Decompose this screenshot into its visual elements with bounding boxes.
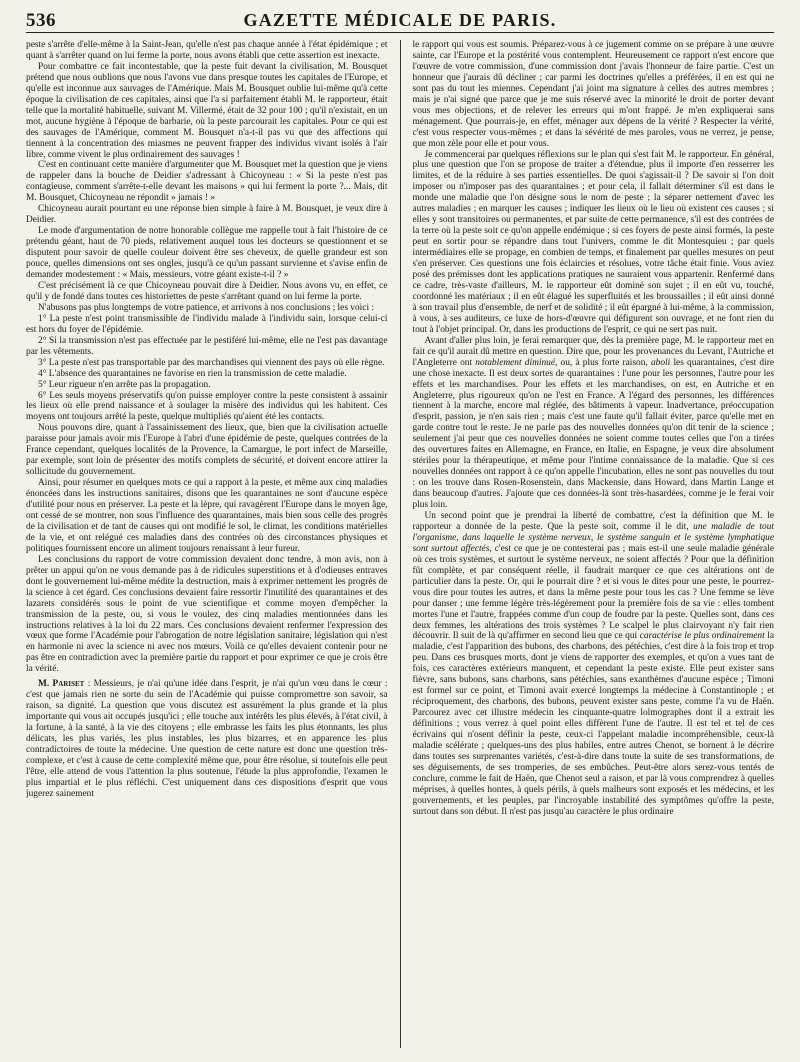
paragraph: C'est précisément là ce que Chicoyneau pouvait dire à Deidier. Nous avons vu, en effet, ce qu'il y de fondé dans toutes ces historiettes de peste s'arrêtant quand on lui ferme la porte.	[26, 280, 388, 302]
conclusion-item: 4° L'absence des quarantaines ne favorise en rien la transmission de cette maladie.	[38, 368, 347, 379]
conclusion-item: 6° Les seuls moyens préservatifs qu'on puisse employer contre la peste consistent à assainir les lieux où elle prend naissance et à soulager la misère des individus qui les habitent. Ces moyens ont toujours arrêté la peste, quelque multipliés qu'aient été les contacts.	[26, 390, 388, 423]
italic-run: une maladie de tout l'organisme, dans laquelle le système nerveux, le système sanguin et le système lymphatique sont surtout affectés	[412, 521, 774, 554]
paragraph: Les conclusions du rapport de votre commission devaient donc tendre, à mon avis, non à prêter un appui qu'on ne vous demande pas à de ridicules superstitions et à d'odieuses entraves dont le gouvernement lui-même médite la destruction, mais à exprimer nettement les progrès de la science à cet égard. Ces conclusions devaient faire ressortir l'inutilité des quarantaines et des lazarets considérés sous le point de vue scientifique et comme moyen d'empêcher la transmission de la peste, ou, si vous le voulez, des cinq maladies mentionnées dans les instructions relatives à la loi du 22 mars. Ces conclusions devaient renfermer l'expression des vœux que forme l'Académie pour l'abrogation de notre législation sanitaire, législation qui n'est en harmonie ni avec la science ni avec nos mœurs. Voilà ce qu'elles devaient contenir pour ne pas être en contradiction avec la première partie du rapport et pour exprimer ce que je crois être la vérité.	[26, 554, 388, 675]
conclusion-item: 2° Si la transmission n'est pas effectuée par le pestiféré lui-même, elle ne l'est pas davantage par les vêtements.	[26, 335, 388, 357]
left-column	[26, 40, 388, 1048]
paragraph: peste s'arrête d'elle-même à la Saint-Jean, qu'elle n'est pas chaque année à l'état épidémique ; et quant à s'arrêter quand on lui ferme la porte, nous avons établi que cette assertion est inexacte.	[26, 40, 388, 61]
paragraph: Le mode d'argumentation de notre honorable collègue me rappelle tout à fait l'histoire de ce prétendu géant, haut de 70 pieds, relativement auquel tous les docteurs se questionnent et se disputent pour savoir de quelle couleur doivent être ses cheveux, de quelle grandeur est son pouce, quelles dimensions ont ses ongles, jusqu'à ce qu'un passant survienne et s'avise enfin de demander modestement : « Mais, messieurs, votre géant existe-t-il ? »	[26, 226, 388, 281]
text-run: , ou, à plus forte raison,	[555, 357, 651, 368]
journal-title: GAZETTE MÉDICALE DE PARIS.	[243, 10, 557, 30]
speech-text: : Messieurs, je n'ai qu'une idée dans l'esprit, je n'ai qu'un vœu dans le cœur : c'est que jamais rien ne sorte du sein de l'Académie qui puisse compromettre son savoir, sa raison, sa dignité. La question que vous discutez est assurément la plus grande et la plus importante qui vous ait occupés jusqu'ici ; elle touche aux intérêts les plus élevés, à l'état civil, à la fortune, à la santé, à la vie des citoyens ; elle embrasse les faits les plus étonnants, les plus délicats, les plus variés, les plus instables, les plus bizarres, et en apparence les plus contradictoires de toute la médecine. Une question de cette nature est donc une question très-complexe, et c'est à cause de cette complexité même que, pour être résolue, si toutefois elle peut l'être, elle attend de vous l'attention la plus soutenue, l'étude la plus approfondie, l'examen le plus impartial et le plus réfléchi. C'est uniquement dans ces dispositions d'esprit que vous jugerez sainement	[26, 679, 388, 799]
paragraph: C'est en continuant cette manière d'argumenter que M. Bousquet met la question que je viens de rappeler dans la bouche de Deidier s'adressant à Chicoyneau : « Si la peste n'est pas contagieuse, comment s'arrête-t-elle devant les maisons » qui lui ferment la porte ?... Mais, dit M. Bousquet, Chicoyneau ne répondit » jamais ! »	[26, 160, 388, 204]
text-run: , c'est ce que je ne contesterai pas ; mais est-il une seule maladie générale où ces trois systèmes, et surtout le système nerveux, ne soient affectés ? Pour que la définition fût complète, et par conséquent réelle, il faudrait marquer ce que ces altérations ont de particulier dans la peste. Or, qui le pourrait dire ? et si vous le dites pour une peste, le pourrez-vous dire pour toutes les autres, et dans la même peste pour tous les cas ? Une femme se lève pour danser ; une femme légère très-légèrement pour la première fois de sa vie : elles tombent mortes l'une et l'autre, frappées comme d'un coup de foudre par la peste. Quelles sont, dans ces deux femmes, les altérations des trois systèmes ? Le scalpel le plus clairvoyant n'y fait rien découvrir. Il suit de là qu'affirmer en second lieu que ce qui	[412, 543, 774, 642]
text-run: la maladie, c'est l'apparition des bubons, des charbons, des pétéchies, c'est dire à la fois trop et trop peu. Dans ces brusques morts, dont je viens de rapporter des exemples, et qu'on a vues tant de fois, ces caractères extérieurs manquent, et cependant la peste existe. Elle peut exister sans fièvre, sans bubons, sans charbons, sans pétéchies, sans exanthèmes d'aucune espèce ; Timoni est formel sur ce point, et Timoni avait exercé longtemps la médecine à Constantinople ; et réciproquement, des charbons, des bubons, peuvent exister sans peste, comme l'a vu de Haën. Parcourez avec cet illustre médecin les cinquante-quatre lolmographes dont il a extrait les définitions ; vous verrez à quel point elles diffèrent l'une de l'autre. Il est tel et tel de ces écrivains qui n'osent définir la peste, ceux-ci l'appelant maladie incompréhensible, ceux-là maladie scélérate ; quelques-uns des plus habiles, entre autres Chenot, se bornent à le décrire dans toutes ses surprenantes variétés, c'est-à-dire dans toute la suite de ses transformations, de ses déguisements, de ses tromperies, de ses embûches. Peut-être alors serez-vous tentés de conclure, comme le fait de Haën, que Chenot seul a raison, et par là vous comprendrez à quelles méprises, à quelles hontes, à quels périls, à quels malheurs sont exposés et les médecins, et les gouvernements, et les peuples, par l'incroyable instabilité des symptômes qu'offre la peste, surtout dans son début. Il n'est pas jusqu'au caractère le plus ordinaire	[412, 631, 774, 817]
conclusion-item: 1° La peste n'est point transmissible de l'individu malade à l'individu sain, lorsque celui-ci est hors du foyer de l'épidémie.	[26, 313, 388, 335]
paragraph: Pour combattre ce fait incontestable, que la peste fuit devant la civilisation, M. Bousquet prétend que nous oublions que nous l'avons vue dans presque toutes les capitales de l'Europe, et qu'elle est inconnue aux sauvages de l'Amérique. Mais M. Bousquet oublie lui-même qu'à cette époque la civilisation de ces capitales, ainsi que l'a si parfaitement établi M. le rapporteur, était telle que la mortalité habituelle, suivant M. Villermé, était de 32 pour 100 ; qu'il n'existait, en un mot, aucune hygiène à l'époque de barbarie, où la peste parcourait les capitales. Pour ce qui est des sauvages de l'Amérique, comment M. Bousquet n'a-t-il pas vu que des affections qui tiennent à la concentration des miasmes ne peuvent frapper des individus vivant isolés à l'air libre, comme vivent le plus ordinairement des sauvages !	[26, 61, 388, 160]
paragraph: Ainsi, pour résumer en quelques mots ce qui a rapport à la peste, et même aux cinq maladies énoncées dans les instructions sanitaires, disons que les quarantaines ne sont d'aucune espèce d'utilité pour nous en préserver. La peste et la lèpre, qui ravagèrent l'Europe dans le moyen âge, ont cessé de se montrer, non sous l'influence des quarantaines, mais bien sous celle des progrès de la civilisation et de tant de causes qui ont modifié le sol, le climat, les conditions matérielles de la vie, et ont relégué ces maladies dans des contrées où des circonstances physiques et politiques fournissent encore un aliment toujours renaissant à leur fureur.	[26, 478, 388, 554]
paragraph: Chicoyneau aurait pourtant eu une réponse bien simple à faire à M. Bousquet, je veux dire à Deidier.	[26, 204, 388, 226]
speaker-name: M. Pariset	[38, 679, 85, 690]
italic-run: caractérise le plus ordinairement	[639, 631, 765, 642]
paragraph: N'abusons pas plus longtemps de votre patience, et arrivons à nos conclusions ; les voici :	[38, 302, 374, 313]
speech-paragraph	[26, 679, 388, 799]
article-body	[26, 40, 774, 1048]
page-number: 536	[26, 10, 56, 31]
column-divider	[400, 40, 401, 1048]
right-column	[413, 40, 775, 1048]
paragraph	[413, 511, 775, 818]
italic-run: notablement diminué	[475, 357, 555, 368]
paragraph: Je commencerai par quelques réflexions sur le plan qui s'est fait M. le rapporteur. En général, plus une question que l'on se propose de traiter a d'étendue, plus il importe d'en resserrer les limites, et de la réduire à ses parties essentielles. De quoi s'agissait-il ? De savoir si l'on doit imposer ou n'imposer pas des quarantaines ; et pour cela, il fallait déterminer s'il est dans le monde une maladie que l'on désigne sous le nom de peste ; la séparer nettement d'avec les autres maladies ; en marquer les causes ; indiquer les lieux où le lieu où existent ces causes ; si elles y sont transitoires ou permanentes, et par suite de cette permanence, s'il est des contrées de la terre où la peste soit ce qu'on appelle endémique ; si ces foyers de peste ainsi formés, la peste peut en sortir pour se répandre dans tout l'univers, comme le dit Montesquieu ; par quels intermédiaires elle se propage, en combien de temps, et finalement par quelles mesures on peut s'en préserver. Ces questions une fois éclaircies et résolues, votre tâche était finie. Vous aviez posé des prémisses dont les applications pratiques ne sauraient vous appartenir. Renfermé dans ce cadre, très-vaste d'ailleurs, M. le rapporteur eût dominé son sujet ; il en eût vu, touché, coordonné les matériaux ; il en eût élagué les superfluités et les broussailles ; il eût ainsi donné à son travail plus d'ensemble, de nerf et de solidité ; il eût épargné à lui-même, à la commission, à vous, à ses auditeurs, ce luxe de hors-d'œuvre qui défigurent son ouvrage, et ne font rien du tout à l'objet principal. Or, dans les productions de l'esprit, ce qui ne sert pas nuit.	[412, 149, 774, 335]
italic-run: aboli	[650, 357, 671, 368]
conclusion-item: 5° Leur rigueur n'en arrête pas la propagation.	[38, 379, 211, 390]
text-run: Un second point que je prendrai la liberté de combattre, c'est la définition que M. le rapporteur a donnée de la peste. Que la peste soit, comme il le dit,	[412, 510, 774, 532]
page-header	[26, 10, 774, 33]
paragraph: le rapport qui vous est soumis. Préparez-vous à ce jugement comme on se prépare à une œuvre sainte, car l'Europe et la postérité vous contemplent. Heureusement ce rapport n'est encore que l'œuvre de votre commission, d'une commission dont j'avais l'honneur de faire partie. C'est un honneur que j'aurais dû décliner ; car parmi les doctrines qu'elles a préférées, il en est qui ne sont pas du tout les miennes. Cependant j'ai joint ma signature à celles des autres membres ; mais je n'ai signé que parce que je me suis réservé avec la minorité le droit de porter devant vous mes objections, et de relever les erreurs qui m'ont frappé. Je m'en expliquerai sans ménagement. Que pourrais-je, en effet, ménager aux dépens de la vérité ? Respecter la vérité, c'est vous respecter vous-mêmes ; et dans la sévérité de mes paroles, vous ne verrez, je pense, que mon zèle pour elle et pour vous.	[412, 40, 774, 149]
text-run: les quarantaines, c'est dire une chose inexacte. Il est deux sortes de quarantaines : l'une pour les personnes, l'autre pour les effets et les marchandises. Pour les effets et les marchandises, on est, en Autriche et en Angleterre, plus rigoureux qu'on ne l'est en France. A l'égard des personnes, les différences tiennent à la marche, encore mal réglée, des bâtiments à vapeur. Inadvertance, préoccupation d'esprit, passion, je n'en sais rien ; mais c'est une faute qu'il fallait éviter, parce qu'elle met en garde contre tout le reste. Je ne parle pas des nouvelles données qu'on dit tenir de la science ; seulement j'ai peur que ces nouvelles données ne soient comme toutes celles que l'on a tirées des ouvertures faites en Allemagne, en France, en Italie, en Espagne, je veux dire absolument stériles pour la thérapeutique, et même pour l'intime connaissance de la maladie. Que si ces nouvelles données ont rapport à ce qu'on appelle l'incubation, elles ne sont pas nouvelles du tout : on les trouve dans Rosen-Rosenstein, dans Mackensie, dans Howard, dans Martin Lange et dans beaucoup d'autres. J'ajoute que ces données-là sont très-hasardées, comme je le ferai voir plus loin.	[412, 357, 774, 511]
text-run: Avant d'aller plus loin, je ferai remarquer que, dès la première page, M. le rapporteur met en fait ce qu'il aurait dû mettre en question. Dire que, pour les provenances du Levant, l'Autriche et l'Angleterre ont	[412, 335, 774, 368]
paragraph	[413, 336, 775, 511]
paragraph: Nous pouvons dire, quant à l'assainissement des lieux, que, bien que la civilisation actuelle paraisse pour jamais avoir mis l'Europe à l'abri d'une épidémie de peste, quelques contrées de la France cependant, quelques localités de la Provence, la Camargue, le port infect de Marseille, par exemple, sont loin de présenter des motifs complets de sécurité, et doivent encore attirer la sollicitude du gouvernement.	[26, 423, 388, 478]
conclusion-item: 3° La peste n'est pas transportable par des marchandises qui viennent des pays où elle règne.	[38, 357, 385, 368]
